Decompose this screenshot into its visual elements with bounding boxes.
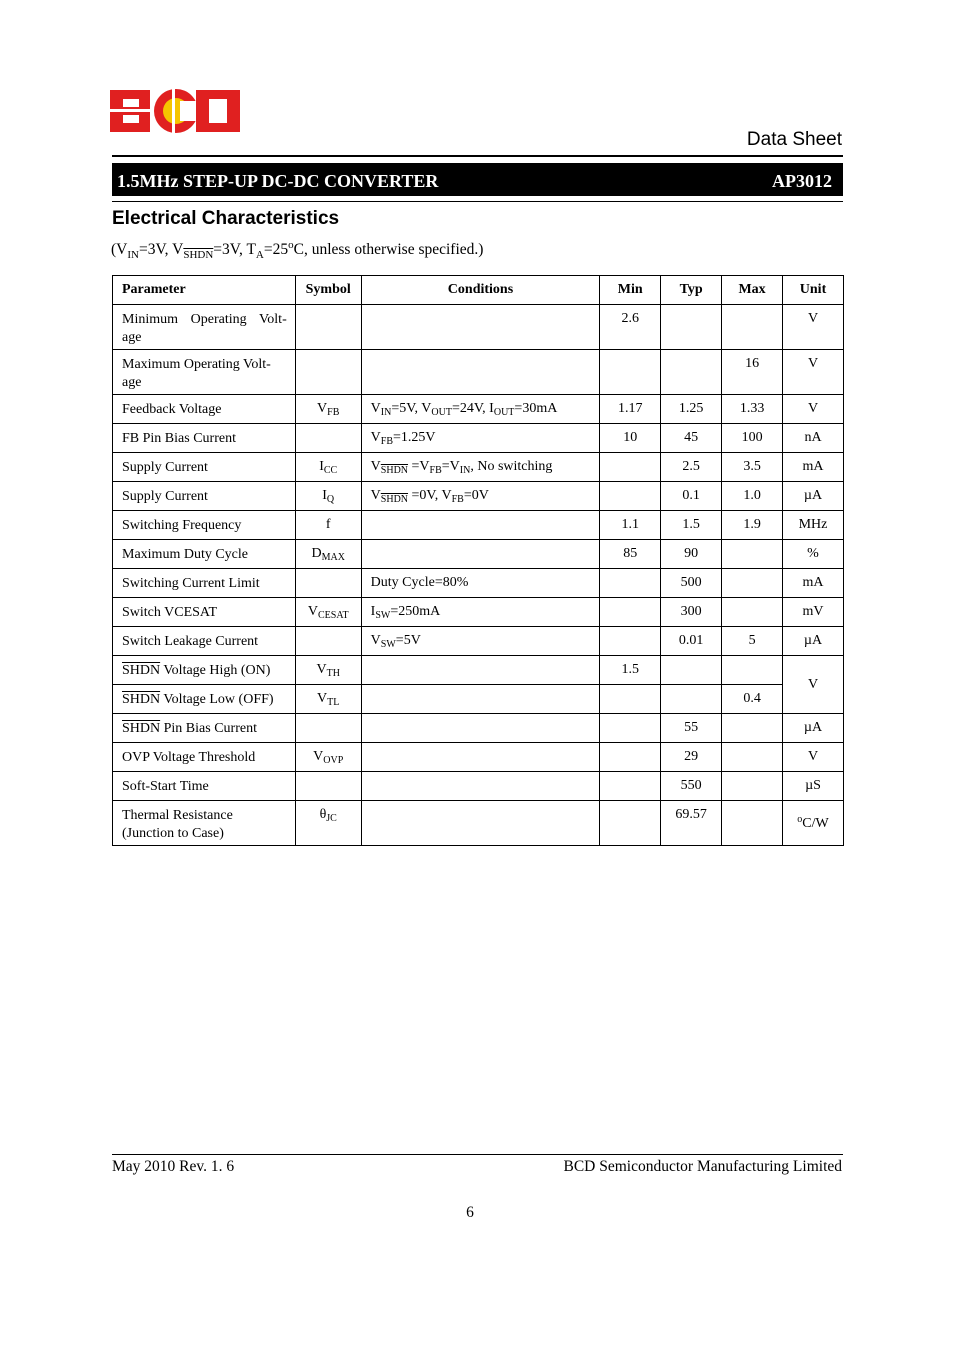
param-cell: Maximum Duty Cycle xyxy=(113,540,296,569)
col-header: Parameter xyxy=(113,276,296,305)
unit-cell: MHz xyxy=(783,511,844,540)
col-header: Min xyxy=(600,276,661,305)
param-cell: SHDN Voltage Low (OFF) xyxy=(113,685,296,714)
unit-cell: $^o$C/W xyxy=(783,801,844,846)
unit-cell: mV xyxy=(783,598,844,627)
electrical-characteristics-table xyxy=(112,275,844,846)
typ-cell: 90 xyxy=(661,540,722,569)
param-cell: SHDN Pin Bias Current xyxy=(113,714,296,743)
symbol-cell: $V_{TL}$ xyxy=(295,685,361,714)
test-conditions: ($V_{IN}=3V$, $V_{SHDN}=3V$, $T_A=25^oC$, unless otherwise specified.) xyxy=(111,239,484,261)
col-header: Symbol xyxy=(295,276,361,305)
header-rule xyxy=(112,155,843,157)
typ-cell: 1.25 xyxy=(661,395,722,424)
conditions-cell: Duty Cycle=80% xyxy=(361,569,600,598)
conditions-cell: $V_{SW}=5V$ xyxy=(361,627,600,656)
page-number: 6 xyxy=(466,1204,474,1221)
max-cell: 16 xyxy=(722,350,783,395)
bcd-logo xyxy=(110,88,240,134)
table-row xyxy=(113,395,844,424)
min-cell: 1.1 xyxy=(600,511,661,540)
max-cell: 1.9 xyxy=(722,511,783,540)
table-row xyxy=(113,482,844,511)
min-cell: 10 xyxy=(600,424,661,453)
conditions-cell: $V_{FB}=1.25V$ xyxy=(361,424,600,453)
symbol-cell: $V_{OVP}$ xyxy=(295,743,361,772)
table-row xyxy=(113,656,844,685)
col-header: Typ xyxy=(661,276,722,305)
part-number: AP3012 xyxy=(772,171,832,191)
table-row xyxy=(113,540,844,569)
table-row xyxy=(113,350,844,395)
table-row xyxy=(113,627,844,656)
table-row xyxy=(113,801,844,846)
typ-cell: 550 xyxy=(661,772,722,801)
param-cell: Feedback Voltage xyxy=(113,395,296,424)
title-bar xyxy=(112,163,843,196)
typ-cell: 300 xyxy=(661,598,722,627)
unit-cell: µA xyxy=(783,482,844,511)
max-cell: 0.4 xyxy=(722,685,783,714)
symbol-cell: $V_{CESAT}$ xyxy=(295,598,361,627)
param-cell: Supply Current xyxy=(113,453,296,482)
conditions-cell: $V_{IN}=5V$, $V_{OUT}=24V$, $I_{OUT}=30mA$ xyxy=(361,395,600,424)
footer-date: May 2010 Rev. 1. 6 xyxy=(112,1158,235,1175)
typ-cell: 2.5 xyxy=(661,453,722,482)
footer-rule xyxy=(112,1154,843,1155)
max-cell: 5 xyxy=(722,627,783,656)
unit-cell: nA xyxy=(783,424,844,453)
col-header: Max xyxy=(722,276,783,305)
unit-cell: V xyxy=(783,305,844,350)
param-cell: Switching Current Limit xyxy=(113,569,296,598)
doc-type-label: Data Sheet xyxy=(746,129,842,150)
unit-cell: V xyxy=(783,395,844,424)
param-cell: Supply Current xyxy=(113,482,296,511)
symbol-cell: $V_{FB}$ xyxy=(295,395,361,424)
param-cell: Switching Frequency xyxy=(113,511,296,540)
symbol-cell: f xyxy=(295,511,361,540)
table-row xyxy=(113,305,844,350)
conditions-cell: $I_{SW}=250mA$ xyxy=(361,598,600,627)
typ-cell: 55 xyxy=(661,714,722,743)
unit-cell: V xyxy=(783,743,844,772)
param-cell: FB Pin Bias Current xyxy=(113,424,296,453)
min-cell: 1.17 xyxy=(600,395,661,424)
typ-cell: 0.1 xyxy=(661,482,722,511)
param-cell: Maximum Operating Volt-age xyxy=(113,350,296,395)
table-row xyxy=(113,511,844,540)
table-header-row xyxy=(113,276,844,305)
param-cell: Soft-Start Time xyxy=(113,772,296,801)
param-cell: OVP Voltage Threshold xyxy=(113,743,296,772)
table-row xyxy=(113,772,844,801)
table-row xyxy=(113,424,844,453)
table-row xyxy=(113,598,844,627)
col-header: Unit xyxy=(783,276,844,305)
typ-cell: 29 xyxy=(661,743,722,772)
footer-company: BCD Semiconductor Manufacturing Limited xyxy=(563,1158,842,1175)
min-cell: 85 xyxy=(600,540,661,569)
section-title: Electrical Characteristics xyxy=(112,208,340,229)
max-cell: 100 xyxy=(722,424,783,453)
typ-cell: 69.57 xyxy=(661,801,722,846)
symbol-cell: $\theta_{JC}$ xyxy=(295,801,361,846)
symbol-cell: $I_{CC}$ xyxy=(295,453,361,482)
table-row xyxy=(113,685,844,714)
param-cell: Switch Leakage Current xyxy=(113,627,296,656)
min-cell: 1.5 xyxy=(600,656,661,685)
table-row xyxy=(113,569,844,598)
param-cell: Switch VCESAT xyxy=(113,598,296,627)
unit-cell: µA xyxy=(783,627,844,656)
typ-cell: 0.01 xyxy=(661,627,722,656)
title-rule xyxy=(112,201,843,202)
unit-cell: V xyxy=(783,350,844,395)
table-row xyxy=(113,743,844,772)
typ-cell: 45 xyxy=(661,424,722,453)
col-header: Conditions xyxy=(361,276,600,305)
symbol-cell: $D_{MAX}$ xyxy=(295,540,361,569)
max-cell: 1.0 xyxy=(722,482,783,511)
param-cell: SHDN Voltage High (ON) xyxy=(113,656,296,685)
symbol-cell: $I_Q$ xyxy=(295,482,361,511)
param-cell: Thermal Resistance (Junction to Case) xyxy=(113,801,296,846)
unit-cell: V xyxy=(783,656,844,714)
symbol-cell: $V_{TH}$ xyxy=(295,656,361,685)
table-row xyxy=(113,714,844,743)
conditions-cell: $V_{SHDN} =0V$, $V_{FB}=0V$ xyxy=(361,482,600,511)
unit-cell: µA xyxy=(783,714,844,743)
param-cell: Minimum Operating Volt-age xyxy=(113,305,296,350)
unit-cell: % xyxy=(783,540,844,569)
doc-title: 1.5MHz STEP-UP DC-DC CONVERTER xyxy=(117,171,439,191)
typ-cell: 1.5 xyxy=(661,511,722,540)
max-cell: 3.5 xyxy=(722,453,783,482)
unit-cell: µS xyxy=(783,772,844,801)
conditions-cell: $V_{SHDN} =V_{FB}=V_{IN}$, No switching xyxy=(361,453,600,482)
unit-cell: mA xyxy=(783,453,844,482)
unit-cell: mA xyxy=(783,569,844,598)
typ-cell: 500 xyxy=(661,569,722,598)
table-row xyxy=(113,453,844,482)
max-cell: 1.33 xyxy=(722,395,783,424)
min-cell: 2.6 xyxy=(600,305,661,350)
